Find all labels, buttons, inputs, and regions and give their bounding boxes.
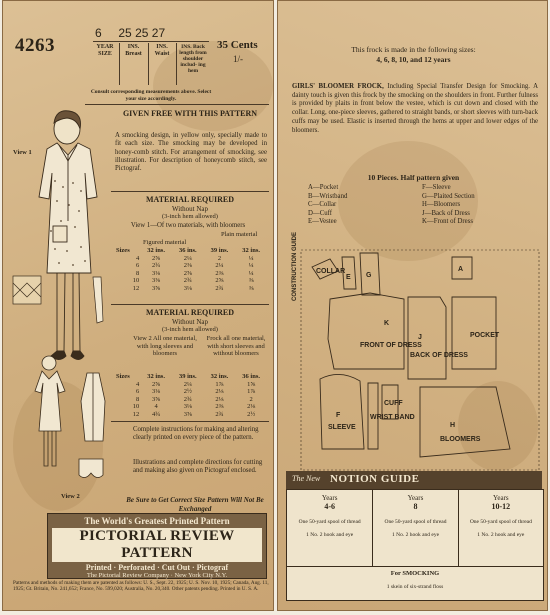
table-cell: 2 <box>249 395 253 403</box>
piece-label-front: FRONT OF DRESS <box>360 342 422 349</box>
pieces-list-right <box>422 184 475 227</box>
description <box>292 83 538 135</box>
pattern-number: 4263 <box>15 35 55 56</box>
instructions-2: Illustrations and complete directions for cutting and making also given on Pictograf enclosed. <box>133 459 263 475</box>
table-header-cell: 36 ins. <box>242 373 260 380</box>
piece-label-back: BACK OF DRESS <box>410 352 468 359</box>
piece-list-item: F—Sleeve <box>422 184 451 191</box>
header-rule <box>85 104 269 105</box>
dress-illustration <box>11 101 106 506</box>
instructions-1: Complete instructions for making and altering clearly printed on every piece of the pattern. <box>133 426 259 442</box>
piece-label-f: F <box>336 412 341 419</box>
notion-guide-header <box>286 471 542 489</box>
piece-list-item: G—Plaited Section <box>422 192 475 200</box>
material1-plain: Plain material <box>221 231 258 238</box>
table-cell: 1⅝ <box>247 380 256 388</box>
smocking-note: 1 skein of six-strand floss <box>386 584 444 590</box>
notion-years-label: Years <box>493 494 509 502</box>
table-row <box>115 270 267 278</box>
piece-label-h: H <box>450 422 456 429</box>
piece-label-a: A <box>458 266 464 273</box>
banner-title: PICTORIAL REVIEW PATTERN <box>52 528 262 562</box>
table-row <box>115 255 267 263</box>
notion-thread: One 50-yard spool of thread <box>298 519 361 525</box>
table-cell: 2¼ <box>183 380 192 388</box>
table-cell: ¼ <box>248 254 254 262</box>
table-cell: 2⅜ <box>215 269 224 277</box>
notion-thread: One 50-yard spool of thread <box>384 519 447 525</box>
notion-thread: One 50-yard spool of thread <box>469 519 532 525</box>
table-cell: 2⅛ <box>215 395 224 403</box>
description-title: GIRLS' BLOOMER FROCK, <box>292 83 384 90</box>
price: 35 Cents <box>217 39 258 51</box>
pieces-title: 10 Pieces. Half pattern given <box>367 173 460 182</box>
table-header-cell: 32 ins. <box>242 247 260 254</box>
banner-sub: Printed · Perforated · Cut Out · Pictograf <box>85 563 229 572</box>
table-header-cell: 39 ins. <box>178 373 197 380</box>
brand-banner <box>47 513 267 579</box>
size-divider <box>176 43 177 85</box>
table-cell: 10 <box>132 277 140 284</box>
consult-note: Consult corresponding measurements above. Select your size accordingly. <box>90 89 212 102</box>
table-cell: 2⅝ <box>152 254 161 262</box>
sizes-list: 4, 6, 8, 10, and 12 years <box>376 55 451 64</box>
table-header-cell: 32 ins. <box>210 373 229 380</box>
table-cell: 6 <box>136 262 140 269</box>
table-cell: 4 <box>136 254 140 262</box>
material2-col1: View 2 All one material, with long sleeves and bloomers <box>133 335 197 357</box>
given-free-title: GIVEN FREE WITH THIS PATTERN <box>122 109 258 118</box>
table-cell: 4¾ <box>152 410 161 418</box>
table-cell: 12 <box>132 284 140 292</box>
table-cell: ⅜ <box>248 284 254 292</box>
notion-years-label: Years <box>321 494 338 502</box>
table-header-cell: Sizes <box>116 373 130 380</box>
size-rule <box>93 41 209 42</box>
table-cell: 2¾ <box>215 410 224 418</box>
table-cell: 6 <box>136 388 140 395</box>
piece-list-item: H—Bloomers <box>422 201 461 209</box>
piece-label-e: E <box>346 274 351 281</box>
notion-column <box>372 490 457 566</box>
table-cell: 2 <box>217 254 222 262</box>
table-row <box>115 277 267 285</box>
table-header-cell: 32 ins. <box>147 247 165 254</box>
notion-hook: 1 No. 2 hook and eye <box>477 531 525 538</box>
table-cell: 2⅝ <box>215 277 224 284</box>
table-header-cell: 36 ins. <box>178 247 197 254</box>
table-cell: ¼ <box>248 269 254 277</box>
notion-years-label: Years <box>407 494 424 502</box>
table-cell: 1⅞ <box>247 388 256 395</box>
piece-label-collar: COLLAR <box>316 268 346 275</box>
size-label-breast: INS. Breast <box>125 44 142 57</box>
size-label-year: YEAR SIZE <box>96 44 114 57</box>
notion-hook: 1 No. 2 hook and eye <box>391 531 440 538</box>
table-cell: 10 <box>132 403 140 410</box>
description-body: Including Special Transfer Design for Smocking. A dainty touch is given this frock by the smocking on the shoulders in front. Further fulness is provided by plaits in front below the vestee, which is cut down and closed with the collar. Long, one-piece sleeves, gathered to straight bands, or short sleeves with turn-back cuffs may be used. Elastic is inserted through the hems at upper and lower edges of the bloomers. <box>292 83 539 134</box>
piece-list-item: K—Front of Dress <box>422 218 473 226</box>
size-divider <box>119 43 120 85</box>
notion-hook: 1 No. 2 hook and eye <box>306 531 354 538</box>
piece-label-j: J <box>418 334 422 341</box>
banner-tagline: The World's Greatest Printed Pattern <box>84 516 230 526</box>
piece-label-bloomers: BLOOMERS <box>440 436 481 443</box>
material1-view: View 1—Of two materials, with bloomers <box>130 222 246 229</box>
notion-column <box>287 490 372 566</box>
piece-list-item: A—Pocket <box>308 184 339 191</box>
table-cell: 2⅝ <box>183 269 192 277</box>
table-cell: 2½ <box>183 388 192 395</box>
table-cell: 2¾ <box>183 395 192 403</box>
table-cell: 2¼ <box>215 262 224 269</box>
material2-allow: (3-inch hem allowed) <box>162 326 218 333</box>
piece-label-pocket: POCKET <box>470 332 500 339</box>
table-cell: 12 <box>132 410 140 418</box>
piece-list-item: C—Collar <box>308 201 337 209</box>
material2-col2: Frock all one material, with short sleeves and without bloomers <box>206 335 266 357</box>
construction-guide-label: CONSTRUCTION GUIDE <box>292 232 298 301</box>
table-cell: 3⅛ <box>183 403 192 410</box>
material1-sub: Without Nap <box>171 205 209 213</box>
envelope-front <box>2 0 274 611</box>
table-cell: 8 <box>136 395 140 403</box>
notion-years-value: 8 <box>413 502 418 511</box>
table-cell: 3⅝ <box>183 410 192 418</box>
notion-years-value: 10-12 <box>491 502 511 511</box>
notion-years-value: 4-6 <box>324 502 335 511</box>
table-cell: 1⅞ <box>215 380 224 388</box>
notion-title: NOTION GUIDE <box>330 473 420 485</box>
table-row <box>115 285 267 293</box>
envelope-back <box>277 0 548 611</box>
table-cell: 3⅛ <box>152 269 161 277</box>
table-cell: 3⅛ <box>152 388 161 395</box>
table-cell: 3⅛ <box>183 284 192 292</box>
table-header-cell: Sizes <box>116 247 130 254</box>
notion-column <box>458 490 543 566</box>
material1-table <box>115 247 267 292</box>
table-cell: 2⅛ <box>247 403 256 410</box>
piece-list-item: J—Back of Dress <box>422 209 470 217</box>
piece-label-g: G <box>366 272 372 279</box>
table-row <box>115 262 267 270</box>
material2-title: MATERIAL REQUIRED <box>145 308 235 317</box>
material2-sub: Without Nap <box>171 318 209 326</box>
material1-title: MATERIAL REQUIRED <box>145 195 235 204</box>
table-row <box>115 396 267 404</box>
table-cell: 8 <box>136 269 140 277</box>
table-cell: 2⅛ <box>215 388 224 395</box>
table-cell: 2⅜ <box>215 403 224 410</box>
correct-size-note: Be Sure to Get Correct Size Pattern Will Not Be Exchanged <box>126 496 264 513</box>
table-cell: 2⅜ <box>183 262 192 269</box>
patents-note: Patterns and methods of making them are patented as follows: U. S., Sept. 22, 1925; U. S. Nov. 10, 1925; Canada, Aug. 11, 1925; Gt. Britain, No. 241,652; France, No. 599,020; Australia, No. 20,340. Other patents pending. Printed in U. S. A. <box>13 580 269 593</box>
piece-list-item: B—Wristband <box>308 192 348 200</box>
table-cell: 2¼ <box>183 254 192 262</box>
sizes-intro: This frock is made in the following sizes: <box>351 45 476 54</box>
table-cell: 4 <box>136 380 140 388</box>
size-values: 6 25 25 27 <box>95 26 166 40</box>
section-rule <box>111 191 269 192</box>
table-cell: 2¾ <box>183 277 192 284</box>
table-row <box>115 388 267 396</box>
table-cell: ⅜ <box>248 277 254 284</box>
notion-new: The New <box>292 474 321 483</box>
table-cell: 4 <box>154 403 158 410</box>
size-label-waist: INS. Waist <box>154 44 170 57</box>
section-rule <box>111 421 269 422</box>
table-cell: 3⅜ <box>152 277 161 284</box>
view-1-label: View 1 <box>13 149 32 156</box>
table-row <box>115 381 267 389</box>
size-divider <box>148 43 149 85</box>
table-cell: 2½ <box>247 410 256 418</box>
given-free-body: A smocking design, in yellow only, specially made to fit each size. The smocking may be developed in honey-comb stitch. For arrangement of smocking, see illustration. For description of honeycomb stitch, see Pictograf. <box>115 132 267 173</box>
piece-label-sleeve: SLEEVE <box>328 424 356 431</box>
table-cell: 2⅝ <box>152 380 161 388</box>
size-label-back: INS. Back length from shoulder includ- ing hem <box>179 44 207 74</box>
price-sub: 1/- <box>233 54 243 64</box>
section-rule <box>111 304 269 305</box>
notion-divider <box>287 566 543 567</box>
table-cell: 2¾ <box>215 284 224 292</box>
table-header-cell: 39 ins. <box>210 247 229 254</box>
piece-label-k: K <box>384 320 390 327</box>
piece-list-item: D—Cuff <box>308 209 333 217</box>
table-cell: 3⅝ <box>152 395 161 403</box>
table-header-cell: 32 ins. <box>147 373 165 380</box>
piece-label-wristband: WRIST BAND <box>370 414 415 421</box>
view-2-label: View 2 <box>61 493 80 500</box>
construction-guide-diagram <box>300 249 540 471</box>
table-cell: ¼ <box>248 262 254 269</box>
piece-label-cuff: CUFF <box>384 400 403 407</box>
piece-list-item: E—Vestee <box>308 218 337 226</box>
pieces-list-left <box>308 184 347 227</box>
table-cell: 2¾ <box>152 262 161 269</box>
notion-guide-table <box>286 489 544 601</box>
material1-allow: (3-inch hem allowed) <box>162 213 218 220</box>
table-row <box>115 403 267 411</box>
material2-table <box>115 373 267 418</box>
smocking-title: For SMOCKING <box>390 570 440 577</box>
material1-figured: Figured material <box>143 239 187 246</box>
banner-company: The Pictorial Review Company · New York City N.Y. <box>86 572 228 579</box>
table-row <box>115 411 267 419</box>
table-cell: 3⅝ <box>152 284 161 292</box>
